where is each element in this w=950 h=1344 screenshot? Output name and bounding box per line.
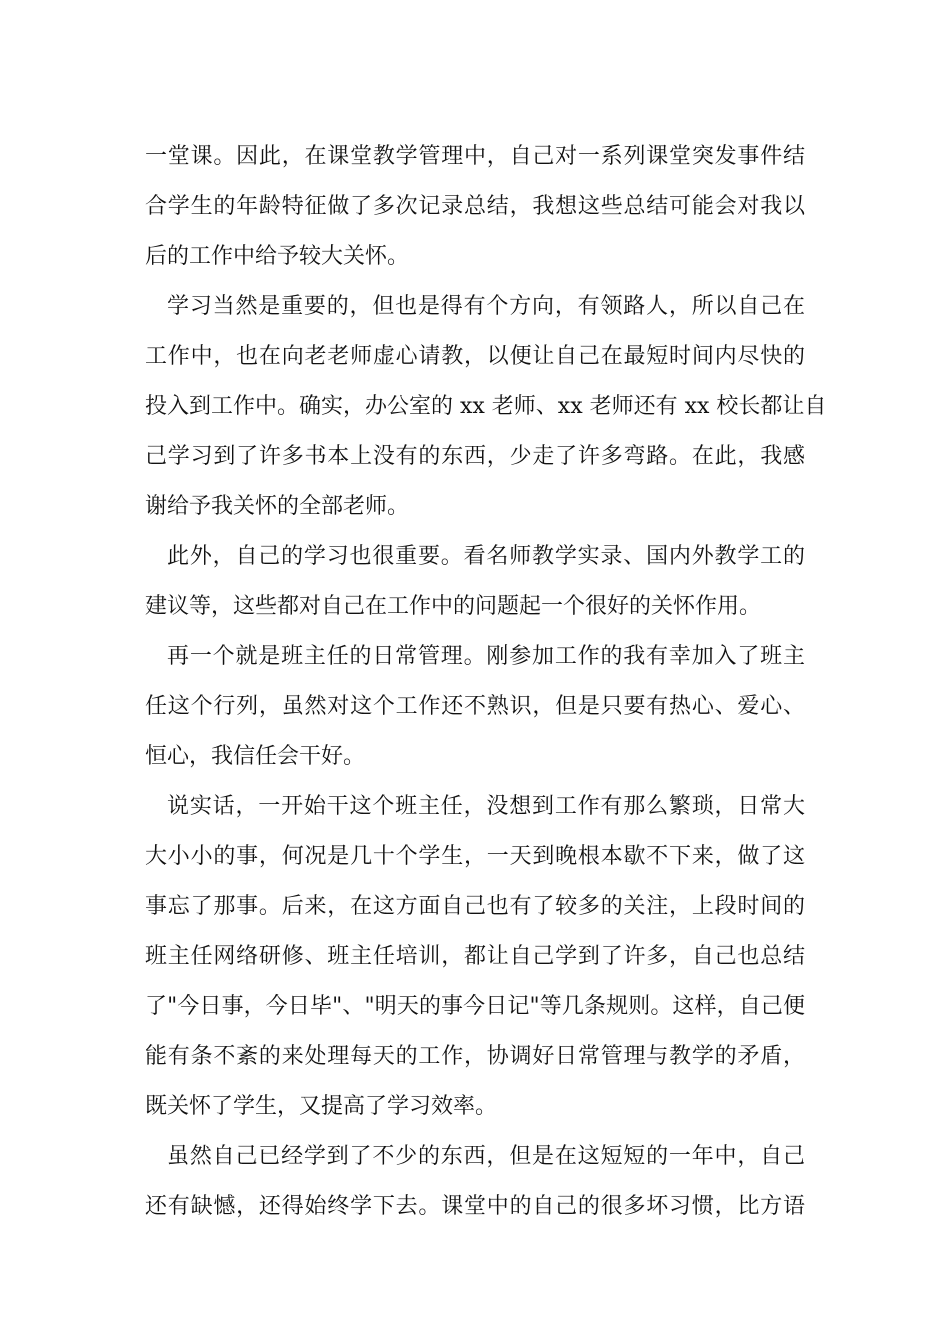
text-line: 任这个行列，虽然对这个工作还不熟识，但是只要有热心、爱心、 <box>145 694 805 719</box>
text-line: 大小小的事，何况是几十个学生，一天到晚根本歇不下来，做了这 <box>145 844 805 869</box>
text-line: 再一个就是班主任的日常管理。刚参加工作的我有幸加入了班主 <box>167 644 805 669</box>
text-line: 一堂课。因此，在课堂教学管理中，自己对一系列课堂突发事件结 <box>145 144 805 169</box>
text-line: 工作中，也在向老老师虚心请教，以便让自己在最短时间内尽快的 <box>145 344 805 369</box>
body-text <box>145 132 827 1232</box>
text-line: 合学生的年龄特征做了多次记录总结，我想这些总结可能会对我以 <box>145 194 805 219</box>
text-line: 既关怀了学生，又提高了学习效率。 <box>145 1094 498 1119</box>
text-line: 恒心，我信任会干好。 <box>145 744 366 769</box>
text-line: 还有缺憾，还得始终学下去。课堂中的自己的很多坏习惯，比方语 <box>145 1194 805 1219</box>
text-line: 建议等，这些都对自己在工作中的问题起一个很好的关怀作用。 <box>145 594 762 619</box>
text-line: 班主任网络研修、班主任培训，都让自己学到了许多，自己也总结 <box>145 944 805 969</box>
text-line: 投入到工作中。确实，办公室的 xx 老师、xx 老师还有 xx 校长都让自 <box>145 394 827 419</box>
text-line: 事忘了那事。后来，在这方面自己也有了较多的关注，上段时间的 <box>145 894 805 919</box>
text-line: 己学习到了许多书本上没有的东西，少走了许多弯路。在此，我感 <box>145 444 805 469</box>
text-line: 谢给予我关怀的全部老师。 <box>145 494 410 519</box>
text-line: 学习当然是重要的，但也是得有个方向，有领路人，所以自己在 <box>167 294 805 319</box>
text-line: 能有条不紊的来处理每天的工作，协调好日常管理与教学的矛盾， <box>145 1044 805 1069</box>
text-line: 了"今日事，今日毕"、"明天的事今日记"等几条规则。这样，自己便 <box>145 994 805 1019</box>
text-line: 虽然自己已经学到了不少的东西，但是在这短短的一年中，自己 <box>167 1144 805 1169</box>
text-line: 说实话，一开始干这个班主任，没想到工作有那么繁琐，日常大 <box>167 794 805 819</box>
text-line: 后的工作中给予较大关怀。 <box>145 244 410 269</box>
text-line: 此外，自己的学习也很重要。看名师教学实录、国内外教学工的 <box>167 544 805 569</box>
